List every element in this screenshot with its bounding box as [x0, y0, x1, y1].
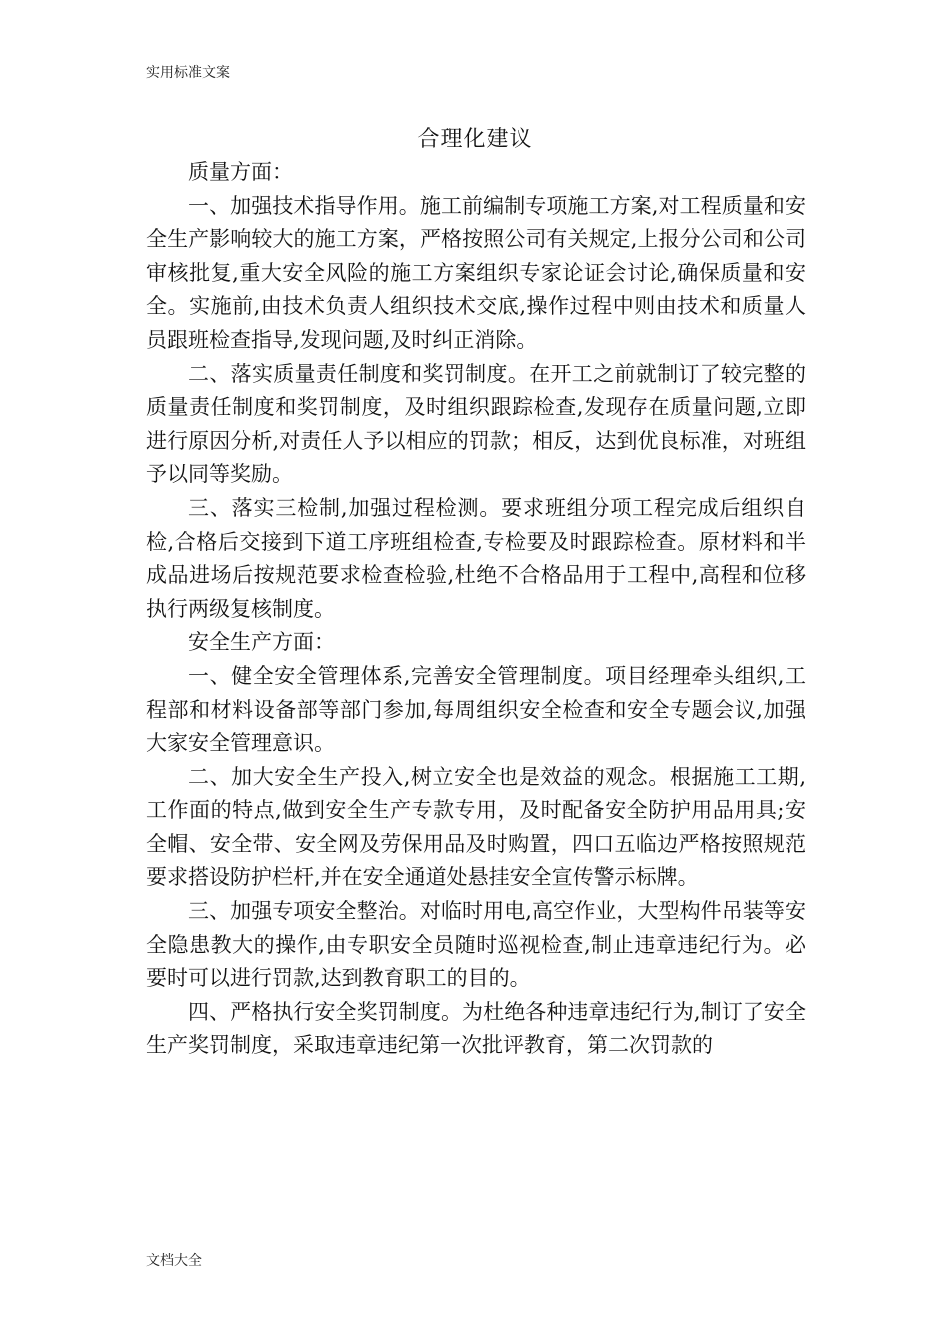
paragraph: 三、落实三检制,加强过程检测。要求班组分项工程完成后组织自检,合格后交接到下道工序班组检查,专检要及时跟踪检查。原材料和半成品进场后按规范要求检查检验,杜绝不合格品用于工程中,高程和位移执行两级复核制度。 [146, 495, 806, 621]
page-header: 实用标准文案 [146, 65, 230, 81]
paragraph: 二、加大安全生产投入,树立安全也是效益的观念。根据施工工期,工作面的特点,做到安全生产专款专用，及时配备安全防护用品用具;安全帽、安全带、安全网及劳保用品及时购置，四口五临边严格按照规范要求搭设防护栏杆,并在安全通道处悬挂安全宣传警示标牌。 [146, 764, 806, 890]
section-heading-quality: 质量方面： [188, 160, 293, 184]
paragraph: 四、严格执行安全奖罚制度。为杜绝各种违章违纪行为,制订了安全生产奖罚制度，采取违章违纪第一次批评教育，第二次罚款的 [146, 999, 806, 1058]
paragraph: 一、健全安全管理体系,完善安全管理制度。项目经理牵头组织,工程部和材料设备部等部门参加,每周组织安全检查和安全专题会议,加强大家安全管理意识。 [146, 663, 806, 756]
page-footer: 文档大全 [146, 1253, 202, 1269]
paragraph: 二、落实质量责任制度和奖罚制度。在开工之前就制订了较完整的质量责任制度和奖罚制度，及时组织跟踪检查,发现存在质量问题,立即进行原因分析,对责任人予以相应的罚款；相反，达到优良标准，对班组予以同等奖励。 [146, 361, 806, 487]
document-title: 合理化建议 [417, 127, 533, 152]
document-body [146, 156, 806, 1063]
paragraph: 一、加强技术指导作用。施工前编制专项施工方案,对工程质量和安全生产影响较大的施工方案，严格按照公司有关规定,上报分公司和公司审核批复,重大安全风险的施工方案组织专家论证会讨论,确保质量和安全。实施前,由技术负责人组织技术交底,操作过程中则由技术和质量人员跟班检查指导,发现问题,及时纠正消除。 [146, 193, 806, 352]
section-heading-safety: 安全生产方面： [188, 630, 335, 655]
paragraph: 三、加强专项安全整治。对临时用电,高空作业，大型构件吊装等安全隐患教大的操作,由专职安全员随时巡视检查,制止违章违纪行为。必要时可以进行罚款,达到教育职工的目的。 [146, 899, 806, 991]
